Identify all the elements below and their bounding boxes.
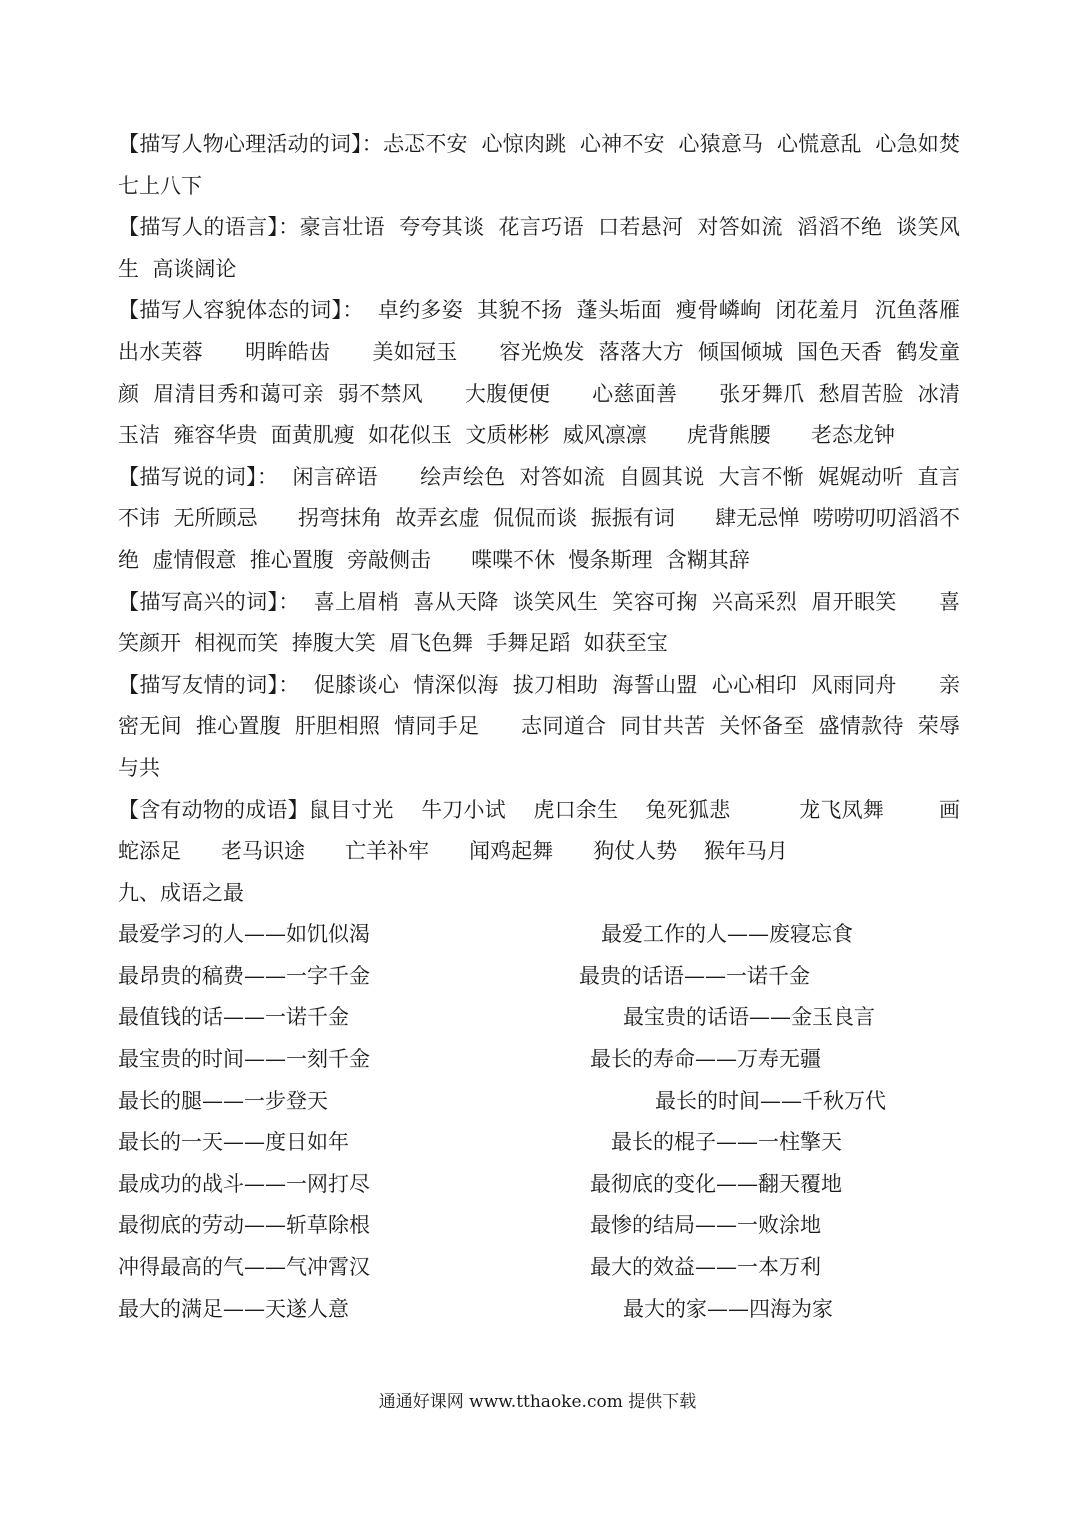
superlative-row [118, 956, 960, 998]
superlative-left: 最昂贵的稿费——一字千金 [118, 963, 370, 988]
paragraph-animals: 【含有动物的成语】鼠目寸光 牛刀小试 虎口余生 兔死狐悲 龙飞凤舞 画蛇添足 老马识途 亡羊补牢 闻鸡起舞 狗仗人势 猴年马月 [118, 797, 960, 864]
paragraph-appearance: 【描写人容貌体态的词】： 卓约多姿 其貌不扬 蓬头垢面 瘦骨嶙峋 闭花羞月 沉鱼落雁 出水芙蓉 明眸皓齿 美如冠玉 容光焕发 落落大方 倾国倾城 国色天香 鹤发童颜 眉清目秀和蔼可亲 弱不禁风 大腹便便 心慈面善 张牙舞爪 愁眉苦脸 冰清玉洁 雍容华贵 面黄肌瘦 如花似玉 文质彬彬 威风凛凛 虎背熊腰 老态龙钟 [118, 298, 974, 448]
superlative-left: 最成功的战斗——一网打尽 [118, 1171, 370, 1196]
superlative-left: 最长的腿——一步登天 [118, 1088, 328, 1113]
superlative-row [118, 1039, 960, 1081]
paragraph-happy: 【描写高兴的词】： 喜上眉梢 喜从天降 谈笑风生 笑容可掬 兴高采烈 眉开眼笑 喜笑颜开 相视而笑 捧腹大笑 眉飞色舞 手舞足蹈 如获至宝 [118, 589, 960, 656]
superlative-left: 最大的满足——天遂人意 [118, 1296, 349, 1321]
paragraph-speech: 【描写人的语言】：豪言壮语 夸夸其谈 花言巧语 口若悬河 对答如流 滔滔不绝 谈笑风生 高谈阔论 [118, 215, 960, 281]
superlative-right: 最惨的结局——一败涂地 [590, 1213, 821, 1238]
superlative-row [118, 914, 960, 956]
superlative-row [118, 1205, 960, 1247]
superlative-left: 冲得最高的气——气冲霄汉 [118, 1255, 370, 1280]
superlative-left: 最宝贵的时间——一刻千金 [118, 1047, 370, 1072]
superlative-row [118, 1164, 960, 1206]
superlative-left: 最爱学习的人——如饥似渴 [118, 922, 370, 947]
page-footer: 通通好课网 www.tthaoke.com 提供下载 [378, 1392, 697, 1412]
superlative-right: 最大的家——四海为家 [623, 1296, 833, 1321]
superlative-left: 最长的一天——度日如年 [118, 1130, 349, 1155]
superlative-row [118, 1247, 960, 1289]
superlative-row [118, 1081, 960, 1123]
superlative-right: 最彻底的变化——翻天覆地 [590, 1171, 842, 1196]
superlative-right: 最爱工作的人——废寝忘食 [601, 922, 853, 947]
superlative-right: 最长的棍子——一柱擎天 [611, 1130, 842, 1155]
superlative-left: 最值钱的话——一诺千金 [118, 1005, 349, 1030]
page-content [118, 124, 974, 1330]
paragraph-saying: 【描写说的词】： 闲言碎语 绘声绘色 对答如流 自圆其说 大言不惭 娓娓动听 直言不讳 无所顾忌 拐弯抹角 故弄玄虚 侃侃而谈 振振有词 肆无忌惮 唠唠叨叨滔滔不绝 虚情假意 推心置腹 旁敲侧击 喋喋不休 慢条斯理 含糊其辞 [118, 464, 960, 572]
superlative-right: 最长的时间——千秋万代 [655, 1088, 886, 1113]
paragraph-psychology: 【描写人物心理活动的词】：忐忑不安 心惊肉跳 心神不安 心猿意马 心慌意乱 心急如焚 七上八下 [118, 132, 974, 198]
superlative-left: 最彻底的劳动——斩草除根 [118, 1213, 370, 1238]
paragraph-friendship: 【描写友情的词】： 促膝谈心 情深似海 拔刀相助 海誓山盟 心心相印 风雨同舟 亲密无间 推心置腹 肝胆相照 情同手足 志同道合 同甘共苦 关怀备至 盛情款待 荣辱与共 [118, 672, 960, 780]
section-title: 九、成语之最 [118, 880, 244, 905]
superlative-right: 最贵的话语——一诺千金 [579, 963, 810, 988]
superlative-right: 最长的寿命——万寿无疆 [590, 1047, 821, 1072]
superlative-row [118, 997, 960, 1039]
superlative-row [118, 1122, 960, 1164]
superlative-row [118, 1289, 960, 1331]
superlative-right: 最宝贵的话语——金玉良言 [623, 1005, 875, 1030]
superlative-right: 最大的效益——一本万利 [590, 1255, 821, 1280]
